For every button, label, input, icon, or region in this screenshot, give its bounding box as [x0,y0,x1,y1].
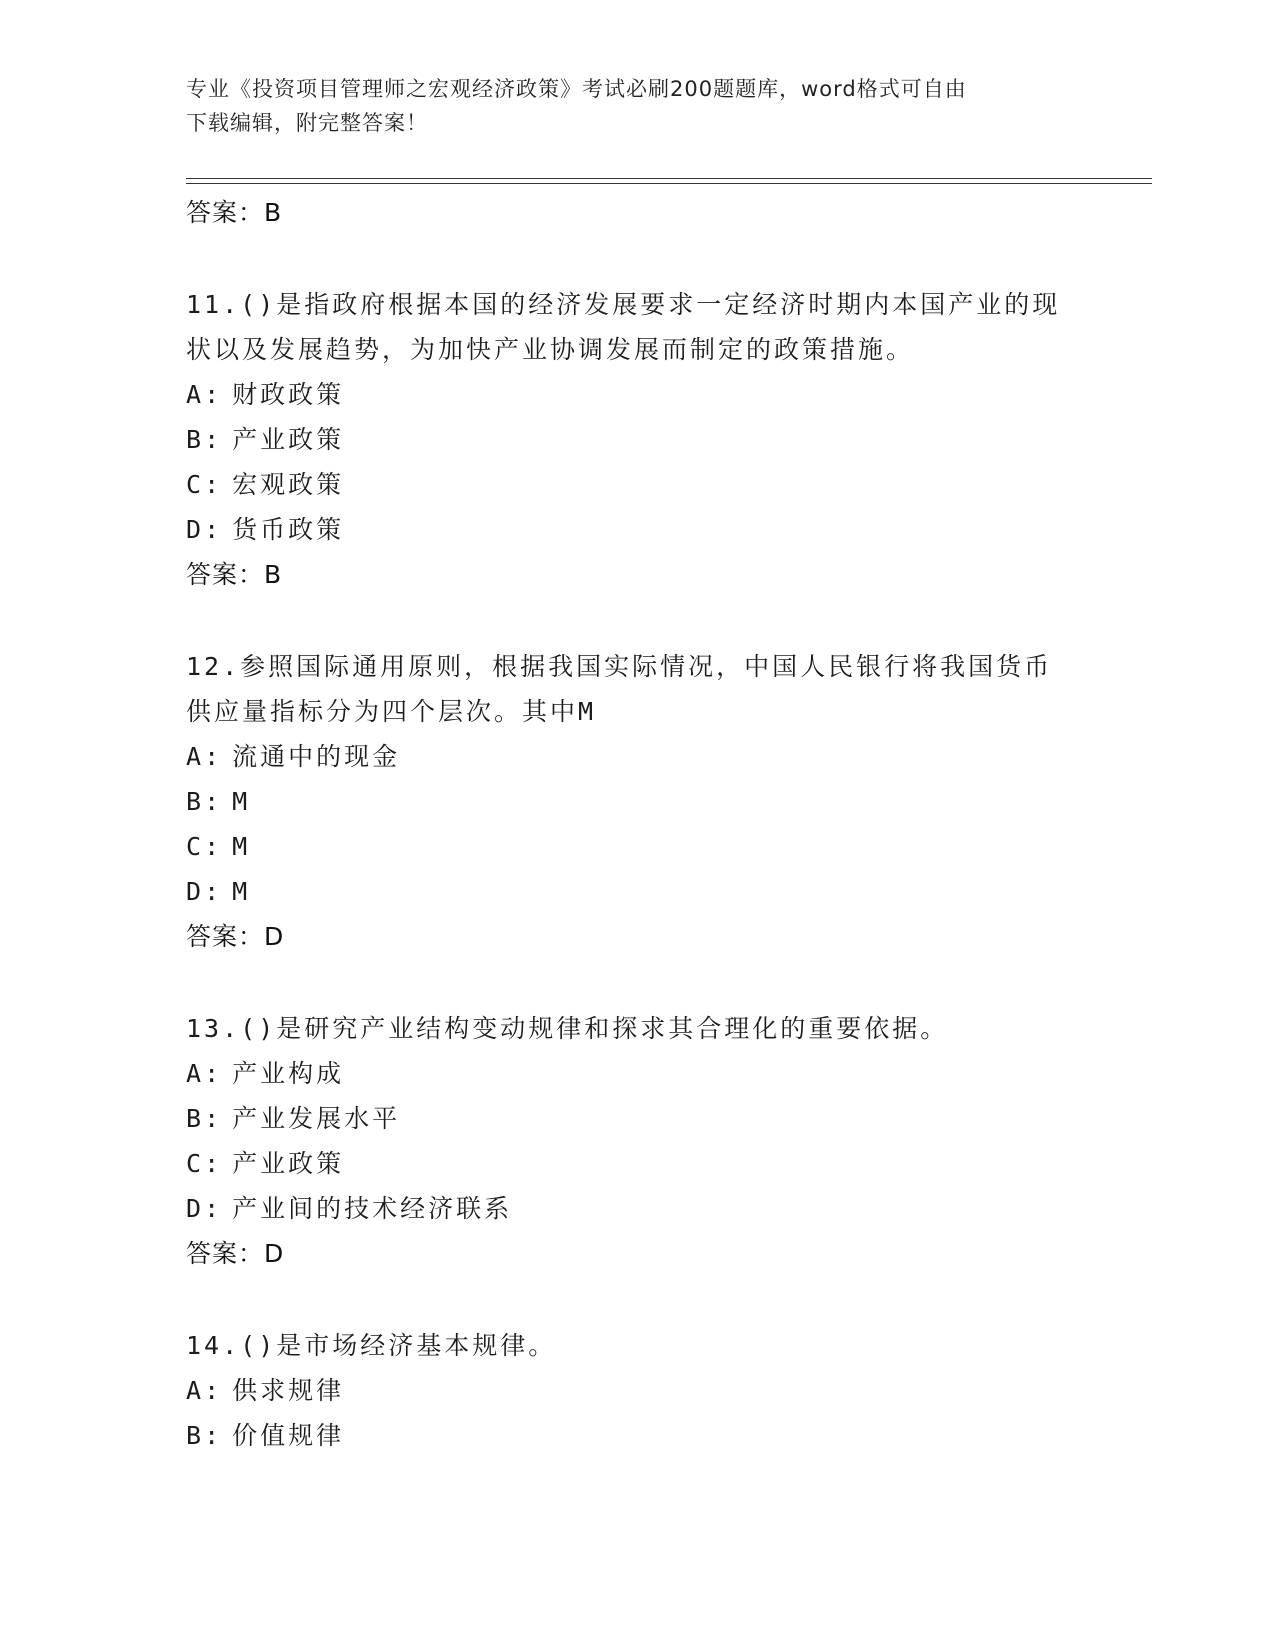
option-text: 产业政策 [232,425,345,454]
header-divider-top [186,178,1152,179]
option-text: 产业政策 [232,1149,345,1178]
option-colon: : [204,470,223,499]
option-b [186,779,1086,824]
option-colon: : [204,877,223,906]
option-colon: : [204,1149,223,1178]
option-letter: A [186,742,205,771]
option-text: 产业构成 [232,1059,345,1088]
question-text-line: 供应量指标分为四个层次。其中M [186,697,597,726]
option-letter: C [186,832,205,861]
option-letter: D [186,1194,205,1223]
option-letter: B [186,1421,205,1450]
option-letter: C [186,470,205,499]
question-text-line: 13.()是研究产业结构变动规律和探求其合理化的重要依据。 [186,1014,949,1043]
header-line-1: 专业《投资项目管理师之宏观经济政策》考试必刷200题题库，word格式可自由 [186,77,967,101]
option-d [186,1186,1086,1231]
option-colon: : [204,742,223,771]
question-text-line: 12.参照国际通用原则，根据我国实际情况，中国人民银行将我国货币 [186,652,1053,681]
option-letter: A [186,1059,205,1088]
option-colon: : [204,380,223,409]
answer-line: 答案：D [186,922,285,951]
option-colon: : [204,1421,223,1450]
question-text-line: 14.()是市场经济基本规律。 [186,1331,557,1360]
option-text: 财政政策 [232,380,345,409]
option-a [186,1051,1086,1096]
option-colon: : [204,787,223,816]
option-d [186,507,1086,552]
option-letter: B [186,425,205,454]
option-a [186,372,1086,417]
option-c [186,1141,1086,1186]
spacer [186,1277,1086,1323]
option-a [186,1368,1086,1413]
option-colon: : [204,1059,223,1088]
option-letter: D [186,515,205,544]
option-text: 产业发展水平 [232,1104,401,1133]
spacer [186,598,1086,644]
header-line-2: 下载编辑，附完整答案！ [186,111,428,135]
option-colon: : [204,832,223,861]
option-letter: A [186,380,205,409]
option-letter: B [186,787,205,816]
option-text: 产业间的技术经济联系 [232,1194,513,1223]
option-text: M [232,877,251,906]
option-text: M [232,787,251,816]
document-header [186,72,1086,140]
option-colon: : [204,515,223,544]
option-letter: B [186,1104,205,1133]
question-14 [186,1323,1086,1458]
option-colon: : [204,1194,223,1223]
question-text-line: 11.()是指政府根据本国的经济发展要求一定经济时期内本国产业的现 [186,290,1061,319]
spacer [186,236,1086,282]
answer-line: 答案：D [186,1239,285,1268]
option-letter: D [186,877,205,906]
question-11 [186,282,1086,598]
option-d [186,869,1086,914]
answer-line: 答案：B [186,198,283,227]
spacer [186,960,1086,1006]
option-b [186,417,1086,462]
option-text: 价值规律 [232,1421,345,1450]
option-letter: A [186,1376,205,1405]
option-colon: : [204,425,223,454]
option-text: 供求规律 [232,1376,345,1405]
option-letter: C [186,1149,205,1178]
option-text: M [232,832,251,861]
question-12 [186,644,1086,960]
option-colon: : [204,1376,223,1405]
option-b [186,1413,1086,1458]
option-a [186,734,1086,779]
option-b [186,1096,1086,1141]
answer-line: 答案：B [186,560,283,589]
question-13 [186,1006,1086,1277]
option-colon: : [204,1104,223,1133]
header-divider-bottom [186,183,1152,184]
question-text-line: 状以及发展趋势，为加快产业协调发展而制定的政策措施。 [186,335,915,364]
option-text: 宏观政策 [232,470,345,499]
option-c [186,824,1086,869]
option-text: 流通中的现金 [232,742,401,771]
option-c [186,462,1086,507]
option-text: 货币政策 [232,515,345,544]
document-body [186,190,1086,1458]
